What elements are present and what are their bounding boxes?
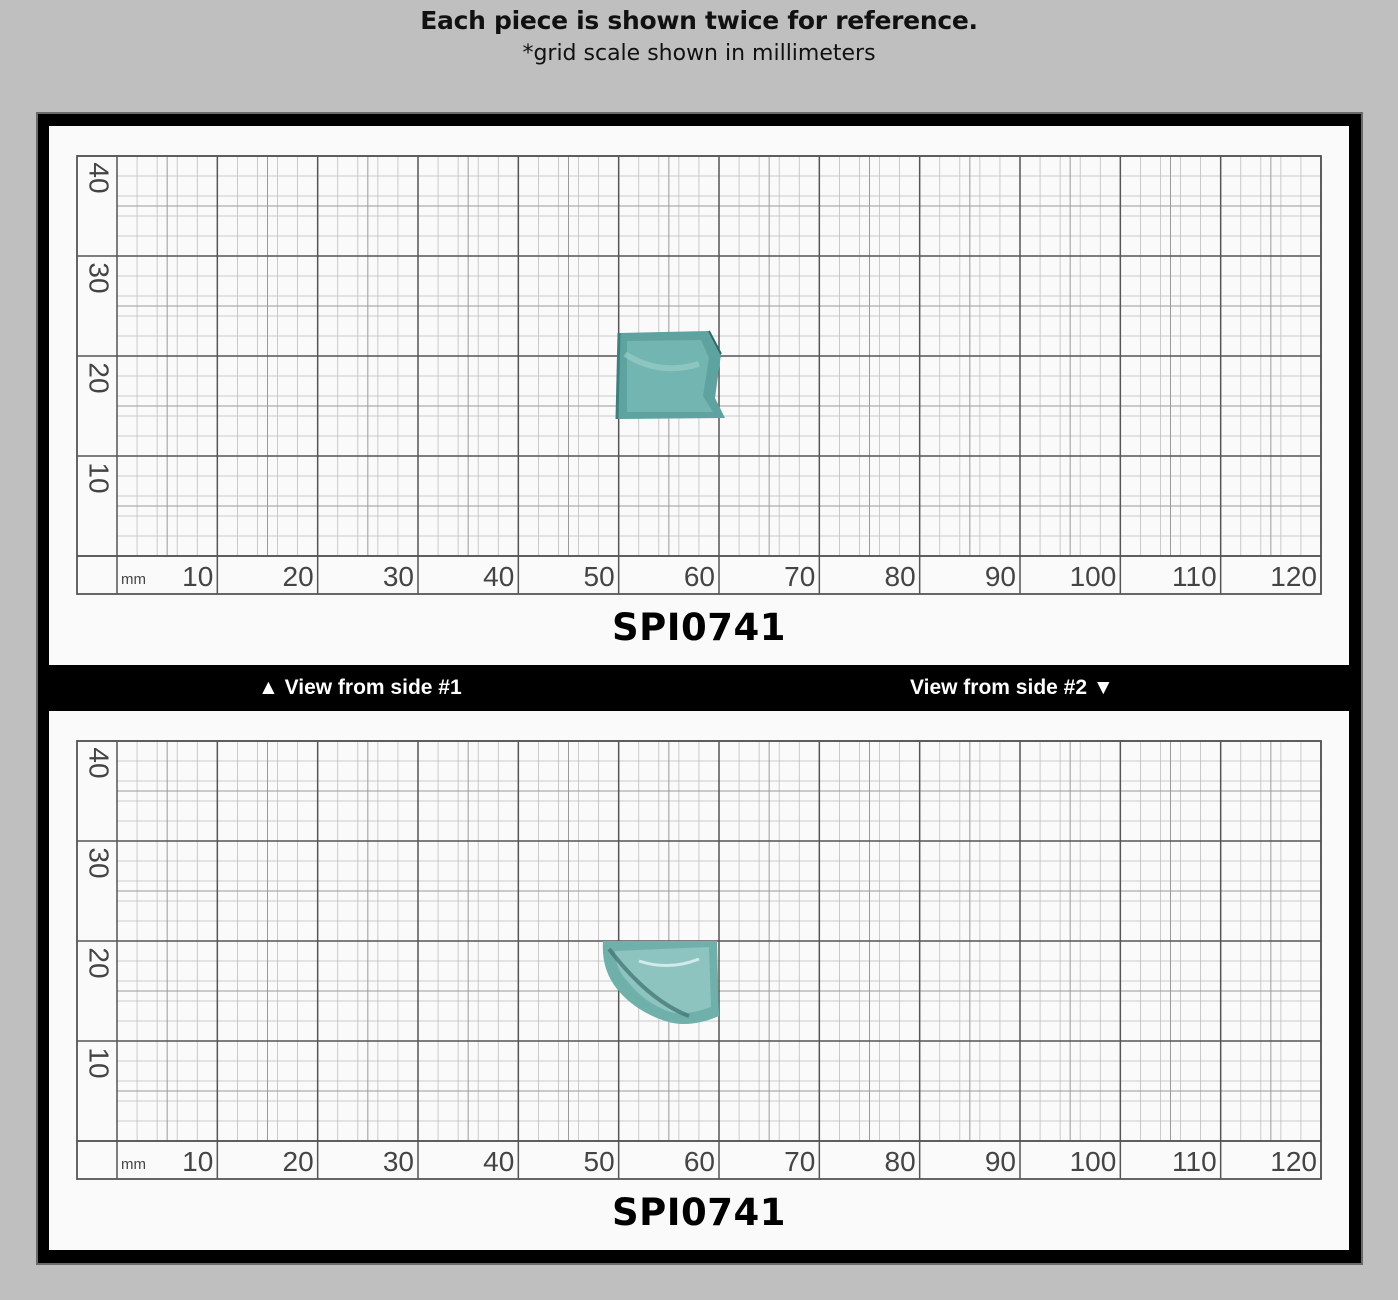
x-tick-label: 90: [984, 1146, 1016, 1177]
x-tick-label: 110: [1172, 561, 1217, 592]
x-tick-label: 50: [583, 561, 615, 592]
grid-side-2: [49, 711, 1349, 1191]
y-tick-label: 40: [83, 747, 115, 779]
grid-side-1: [49, 126, 1349, 606]
side-2-label: View from side #2 ▼: [910, 676, 1114, 699]
specimen-stone: [603, 941, 719, 1024]
x-tick-label: 70: [784, 561, 816, 592]
x-tick-label: 20: [282, 1146, 314, 1177]
x-tick-label: 90: [984, 561, 1016, 592]
x-tick-label: 30: [382, 1146, 414, 1177]
x-tick-label: 110: [1172, 1146, 1217, 1177]
y-tick-label: 20: [83, 362, 115, 394]
x-tick-label: 50: [583, 1146, 615, 1177]
page-title: Each piece is shown twice for reference.: [420, 6, 978, 35]
y-tick-label: 20: [83, 947, 115, 979]
x-tick-label: 40: [483, 1146, 515, 1177]
y-tick-label: 10: [83, 462, 115, 494]
x-tick-label: 70: [784, 1146, 816, 1177]
x-tick-label: 10: [182, 1146, 214, 1177]
panel-side-2: [49, 711, 1349, 1250]
specimen-code: SPI0741: [611, 1191, 786, 1234]
specimen-stone: [617, 331, 725, 419]
side-1-label: ▲ View from side #1: [258, 676, 462, 699]
x-tick-label: 60: [683, 1146, 715, 1177]
x-tick-label: 120: [1270, 1146, 1317, 1177]
x-tick-label: 120: [1270, 561, 1317, 592]
x-tick-label: 80: [884, 1146, 916, 1177]
y-tick-label: 10: [83, 1047, 115, 1079]
x-tick-label: 10: [182, 561, 214, 592]
x-tick-label: 30: [382, 561, 414, 592]
panel-side-1: [49, 126, 1349, 665]
specimen-code: SPI0741: [611, 606, 786, 649]
unit-label: mm: [121, 1156, 146, 1173]
page-subtitle: *grid scale shown in millimeters: [522, 41, 876, 66]
y-tick-label: 30: [83, 262, 115, 294]
x-tick-label: 80: [884, 561, 916, 592]
x-tick-label: 20: [282, 561, 314, 592]
x-tick-label: 60: [683, 561, 715, 592]
unit-label: mm: [121, 571, 146, 588]
x-tick-label: 100: [1069, 561, 1117, 592]
x-tick-label: 40: [483, 561, 515, 592]
x-tick-label: 100: [1069, 1146, 1117, 1177]
y-tick-label: 40: [83, 162, 115, 194]
y-tick-label: 30: [83, 847, 115, 879]
